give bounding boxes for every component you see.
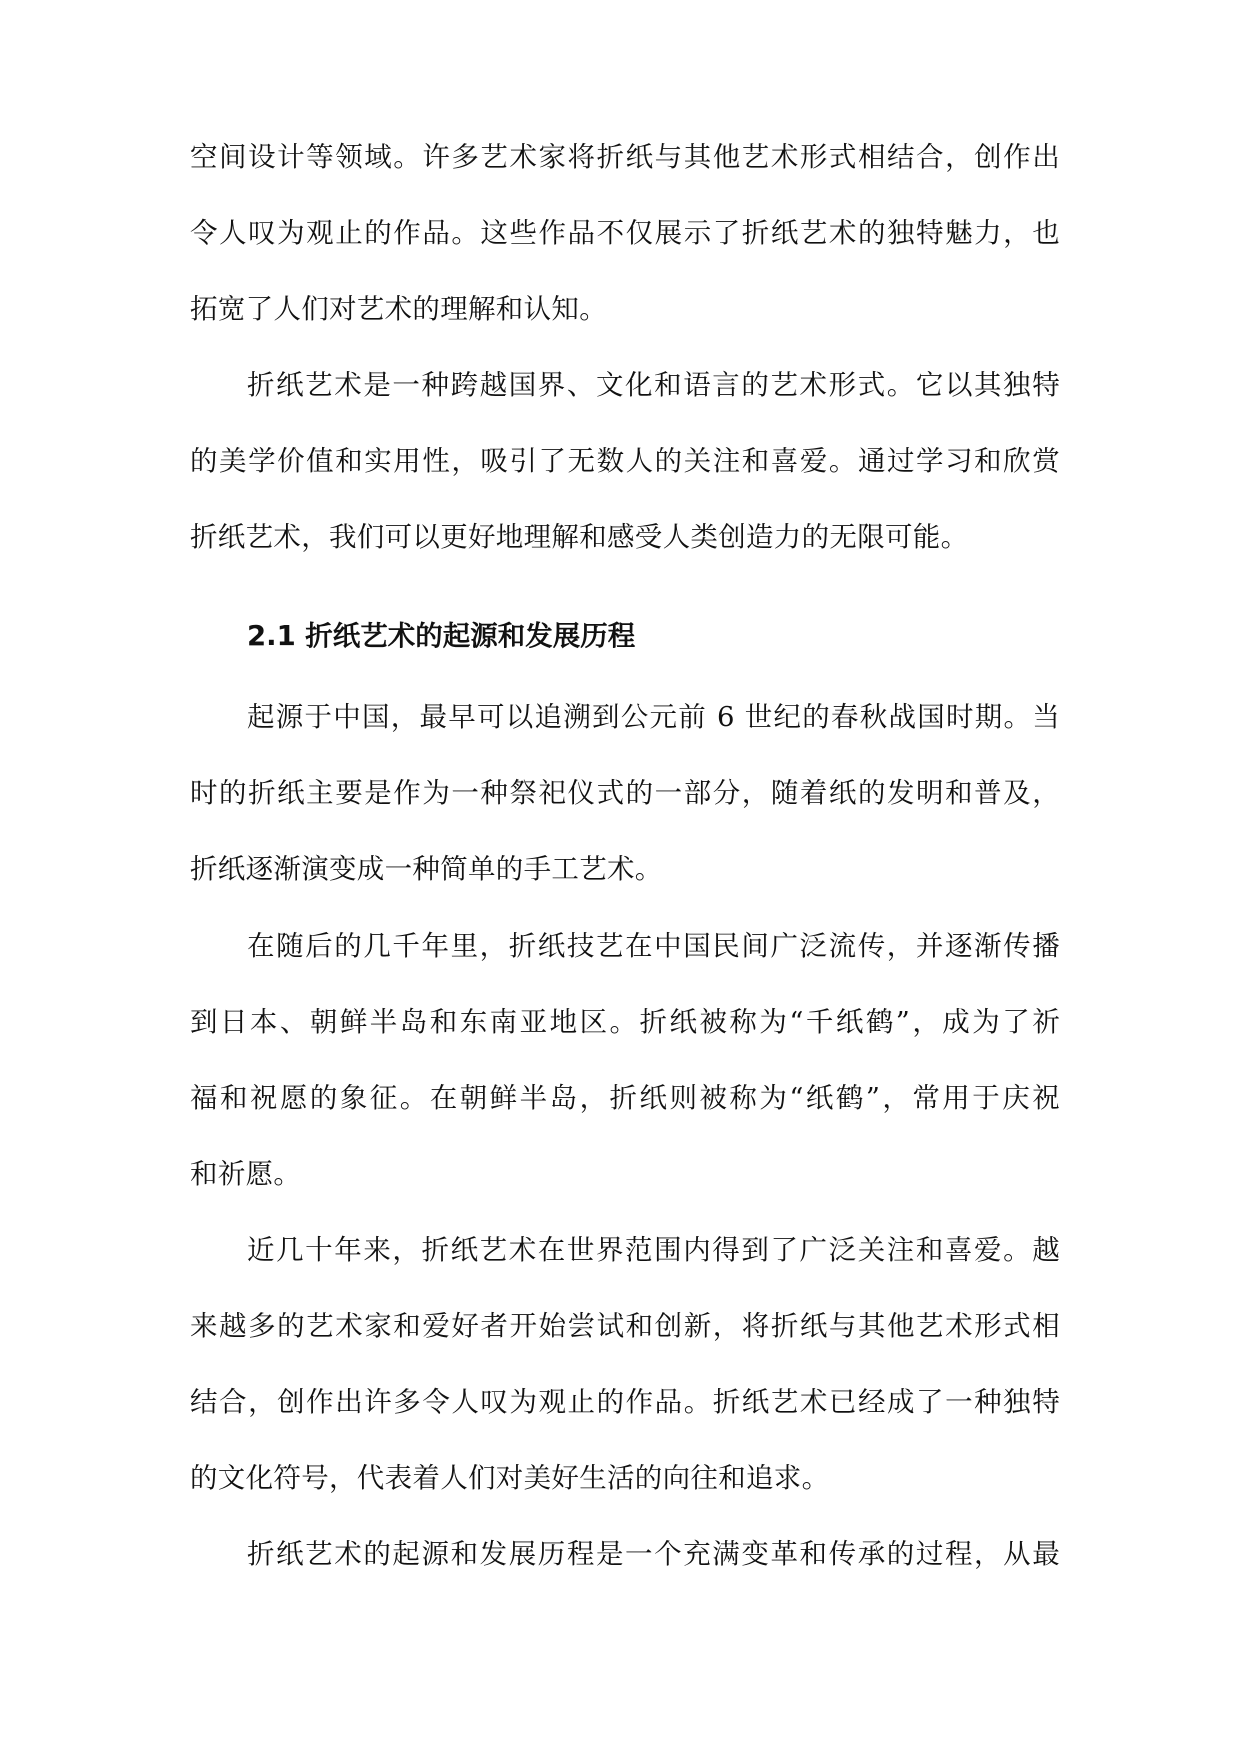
paragraph-line: 的文化符号，代表着人们对美好生活的向往和追求。 bbox=[190, 1462, 830, 1494]
paragraph-line: 在随后的几千年里，折纸技艺在中国民间广泛流传，并逐渐传播 bbox=[247, 930, 1060, 962]
paragraph-line: 到日本、朝鲜半岛和东南亚地区。折纸被称为“千纸鹤”，成为了祈 bbox=[190, 1006, 1060, 1038]
paragraph-line: 福和祝愿的象征。在朝鲜半岛，折纸则被称为“纸鹤”，常用于庆祝 bbox=[190, 1082, 1060, 1114]
paragraph-line: 折纸艺术，我们可以更好地理解和感受人类创造力的无限可能。 bbox=[190, 521, 969, 553]
paragraph-line: 的美学价值和实用性，吸引了无数人的关注和喜爱。通过学习和欣赏 bbox=[190, 445, 1060, 477]
section-heading: 2.1 折纸艺术的起源和发展历程 bbox=[247, 620, 636, 652]
paragraph-line: 折纸艺术的起源和发展历程是一个充满变革和传承的过程，从最 bbox=[247, 1538, 1060, 1570]
paragraph-line: 时的折纸主要是作为一种祭祀仪式的一部分，随着纸的发明和普及， bbox=[190, 777, 1060, 809]
paragraph-line: 拓宽了人们对艺术的理解和认知。 bbox=[190, 293, 607, 325]
paragraph-line: 折纸逐渐演变成一种简单的手工艺术。 bbox=[190, 853, 663, 885]
paragraph-line: 空间设计等领域。许多艺术家将折纸与其他艺术形式相结合，创作出 bbox=[190, 141, 1060, 173]
paragraph-line: 结合，创作出许多令人叹为观止的作品。折纸艺术已经成了一种独特 bbox=[190, 1386, 1060, 1418]
paragraph-line: 近几十年来，折纸艺术在世界范围内得到了广泛关注和喜爱。越 bbox=[247, 1234, 1060, 1266]
paragraph-line: 折纸艺术是一种跨越国界、文化和语言的艺术形式。它以其独特 bbox=[247, 369, 1060, 401]
paragraph-line: 令人叹为观止的作品。这些作品不仅展示了折纸艺术的独特魅力，也 bbox=[190, 217, 1060, 249]
paragraph-line: 来越多的艺术家和爱好者开始尝试和创新，将折纸与其他艺术形式相 bbox=[190, 1310, 1060, 1342]
paragraph-line: 和祈愿。 bbox=[190, 1158, 302, 1190]
paragraph-line: 起源于中国，最早可以追溯到公元前 6 世纪的春秋战国时期。当 bbox=[247, 701, 1060, 733]
